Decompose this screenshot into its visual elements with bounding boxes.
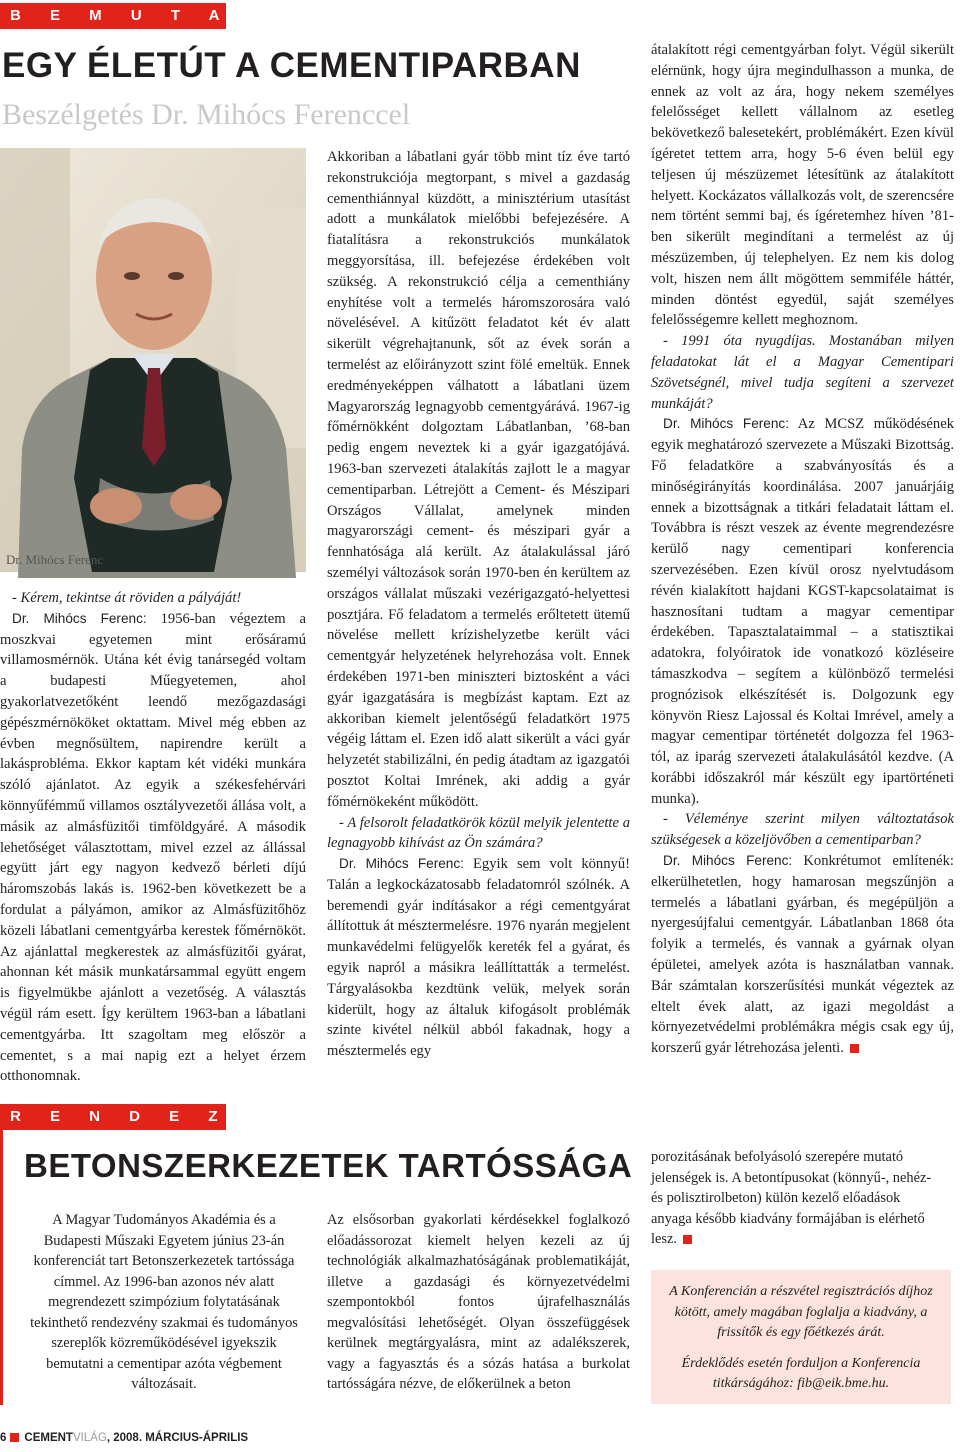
info-box-registration: A Konferencián a részvétel regisztrációs díjhoz kötött, amely magában foglalja a kiadvány, a frissítők és egy főétkezés árát.: [669, 1284, 933, 1340]
interview-question: - 1991 óta nyugdíjas. Mostanában milyen feladatokat lát el a Magyar Cementipari Szövetségnél, mivel tudja segíteni a szervezet munkáját?: [651, 333, 954, 412]
portrait-illustration: [0, 148, 306, 572]
event-column-1: A Magyar Tudományos Akadémia és a Budapesti Műszaki Egyetem június 23-án konferenciát tart Betonszerkezetek tartóssága címmel. Az 1996-ban azonos név alatt megrendezett szimpózium folytatásának tekinthető rendezvény szakmai és tudományos szereplők közreműködésével igyekszik bemutatni a cementipar azóta végbement változásait.: [30, 1212, 298, 1392]
info-box-contact: Érdeklődés esetén forduljon a Konferencia titkárságához: fib@eik.bme.hu.: [681, 1355, 921, 1391]
portrait-photo: [0, 148, 306, 572]
page-number: 6: [0, 1432, 7, 1444]
article-column-1: [0, 588, 306, 1087]
event-column-3-text: porozitásának befolyásoló szerepére mutató jelenségek is. A betontípusokat (könnyű-, nehéz- és polisztirolbeton) külön kezelő előadások anyaga később kiadvány formájában is elérhető lesz.: [651, 1149, 932, 1247]
end-mark-square: [683, 1235, 692, 1244]
page-footer: [0, 1432, 248, 1444]
section-label-rendezvenyek: R E N D E Z V É N Y E K: [0, 1104, 226, 1130]
brand-cement: CEMENT: [24, 1432, 73, 1444]
photo-caption: Dr. Mihócs Ferenc: [6, 552, 104, 567]
end-mark-square: [850, 1044, 859, 1053]
interview-answer: Dr. Mihócs Ferenc: 1956-ban végeztem a moszkvai egyetemen mint erősáramú villamosmérnök. Utána két évig tanársegéd voltam a budapesti Műegyetemen, ahol gyakorlatvezetőként leendő mezőgazdasági gépészmérnököket oktattam. Mivel még ebben az évben megnősültem, napirendre került a lakásprobléma. Ekkor kaptam két vidéki munkára szóló ajánlatot. Az egyik a székesfehérvári könnyűfémmű villamos osztályvezetői állása volt, a másik az almásfüzitői timföldgyáré. A második lehetőséget választottam, mivel ezzel az állással együtt járt egy nagyon kedvező bérleti díjú háromszobás lakás is. 1962-ben következett be a fordulat a pályámon, amikor az Almásfüzitőhöz közeli lábatlani cementgyárba kerestek főmérnököt. Az ajánlattal megkerestek az almásfüzitői gyárat, ahonnan két másik munkatársammal együtt engem is figyelmükbe ajánlott a vezetőség. A választás végül rám esett. Így kerültem 1963-ban a lábatlani cementgyárba. Itt szagoltam meg először a cementet, s a mai napig ezt a helyet érzem otthonomnak.: [0, 610, 306, 1085]
issue-date: , 2008. MÁRCIUS-ÁPRILIS: [106, 1432, 249, 1444]
article-subtitle: Beszélgetés Dr. Mihócs Ferenccel: [2, 98, 411, 131]
event-title: BETONSZERKEZETEK TARTÓSSÁGA: [24, 1147, 633, 1184]
interview-question: - A felsorolt feladatkörök közül melyik jelentette a legnagyobb kihívást az Ön számára?: [327, 814, 630, 852]
speaker-label: Dr. Mihócs Ferenc:: [12, 610, 147, 626]
event-column-3: [651, 1147, 939, 1250]
article-title: EGY ÉLETÚT A CEMENTIPARBAN: [2, 46, 581, 85]
speaker-label: Dr. Mihócs Ferenc:: [663, 853, 793, 869]
interview-answer: Dr. Mihócs Ferenc: Az MCSZ működésének egyik meghatározó szervezete a Műszaki Bizottság. Fő feladatköre a szabványosítás és a minőségirányítás koordinálása. 2007 januárjáig ennek a bizottságnak a titkári feladatait láttam el. Továbbra is részt veszek az évente megrendezésre kerülő nagy cementipari konferencia szervezésében. Ezen kívül orosz nyelvtudásom révén kialakított hajdani KGST-kapcsolataimat is hasznosítani tudtam a magyar cementipar érdekében. Tapasztalataimmal – a statisztikai adatokra, folyóiratok ide vonatkozó közléseire támaszkodva – segítem a különböző termelési prognózisok elkészítését is. Dolgozunk egy könyvön Riesz Lajossal és Koltai Imrével, amely a magyar cementipar történetét dolgozza fel 1963-tól, az iparág szervezeti átalakulásától kezdve. (A korábbi időszakról már készült egy ipartörténeti munka).: [651, 416, 954, 807]
footer-square-icon: [10, 1433, 19, 1442]
interview-question: - Véleménye szerint milyen változtatások szükségesek a közeljövőben a cementiparban?: [651, 811, 954, 849]
interview-answer: Dr. Mihócs Ferenc: Egyik sem volt könnyű! Talán a legkockázatosabb feladatomról szólnék. A beremendi gyár indításakor a régi cementgyárat állítottuk át mésztermelésre. 1976 nyarán megjelent munkavédelmi felügyelők kereték fel a gyárat, és egyik napról a másikra leállíttatták a termelést. Tárgyalásokba kezdtünk velük, melyek során kiderült, hogy az általuk kifogásolt problémák szinte kivétel nélkül abból fakadnak, hogy a mésztermelés egy: [327, 856, 630, 1060]
speaker-label: Dr. Mihócs Ferenc:: [663, 416, 789, 432]
event-column-2: Az elsősorban gyakorlati kérdésekkel foglalkozó előadássorozat kiemelt helyen kezeli az új technológiák alkalmazhatóságának problematikáját, illetve a gazdasági és környezetvédelmi szempontokból fontos újrafelhasználás megvalósítási lehetőségét. Olyan összefüggések kerülnek megtárgyalásra, mint az adalékszerek, vagy a fagyasztás és a sózás hatása a burkolat tartósságára nézve, de előkerülnek a beton: [327, 1212, 630, 1392]
speaker-label: Dr. Mihócs Ferenc:: [339, 856, 464, 872]
section-label-bemutatjuk: B E M U T A T J U K: [0, 3, 226, 29]
info-box-text: [660, 1282, 942, 1395]
interview-answer: Dr. Mihócs Ferenc: Konkrétumot említenék: elkerülhetetlen, hogy hamarosan megszűnjön a termelés a lábatlani gyárban, és megépüljön a nyergesújfalui cementgyár. Lábatlanban 1868 óta folyik a termelés, és vannak a gyárnak olyan épületei, amelyek azóta is használatban vannak. Bár számtalan korszerűsítési munkát végeztek az eltelt évek alatt, az igazi megoldást a környezetvédelmi problémákra mégis csak egy új, korszerű gyár létrehozása jelenti.: [651, 853, 954, 1057]
body-paragraph: átalakított régi cementgyárban folyt. Végül sikerült elérnünk, hogy újra megindulhasson a munka, de ennek az volt az ára, hogy nekem személyes felelősséget kellett vállalnom az esetleg bekövetkező balesetekért, problémákért. Ezen kívül ígéretet tettem arra, hogy 5-6 éven belül egy teljesen új mészüzemet létesítünk az átalakított helyett. Kockázatos vállalkozás volt, de szerencsére nem történt semmi baj, és ígéretemhez híven ’81-ben sikerült megindítani a termelést az új mészüzemben, új telephelyen. Ez nem kis dolog volt, hiszen nem állt mögöttem semmiféle háttér, minden döntést egyedül, saját személyes felelősségemre kellett meghoznom.: [651, 42, 954, 329]
body-paragraph: Akkoriban a lábatlani gyár több mint tíz éve tartó rekonstrukciója megtorpant, s mivel a gazdaság cementhiánnyal küzdött, a minisztérium utasítást adott a munkálatok mielőbbi befejezésére. A fiatalításra a rekonstrukciós munkálatok meggyorsítása, ill. befejezése érdekében volt szükség. A rekonstrukció célja a cementhiány enyhítése volt a termelés háromszorosára való növelésével. A kitűzött feladatot két év alatt sikerült végrehajtanunk, sőt az évek során a termelést az előirányzott szint fölé emeltük. Ennek eredményeképpen válhatott a lábatlani üzem Magyarország legnagyobb cementgyárává. 1967-ig főmérnökként dolgoztam Lábatlanban, ’68-ban pedig engem neveztek ki a gyár igazgatójává. 1963-ban szervezeti átalakítás zajlott le a magyar cementiparban. Létrejött a Cement- és Mészipari Országos Vállalat, amelynek minden magyarországi cement- és mészipari gyár a fennhatósága alá került. Az átalakulással járó személyi változások során 1970-ben én kerültem az országos vállalat műszaki vezérigazgató-helyettesi posztjára. Fő feladatom a termelés erőltetett ütemű növelése mellett krízishelyzetbe került váci cementgyár helyzetének helyrehozása volt. Ennek érdekében 1971-ben miniszteri biztosként a váci gyár igazgatására is megbízást kaptam. Ezt az akkoriban kiemelt jelentőségű feladatkört 1975 végéig láttam el. Ezen idő alatt sikerült a váci gyár helyzetét stabilizálni, én pedig átadtam az igazgatói posztot Koltai Imrének, aki addig a gyár főmérnökeként működött.: [327, 149, 630, 810]
interview-question: - Kérem, tekintse át röviden a pályáját!: [12, 590, 242, 606]
article-column-2: [327, 147, 630, 1062]
brand-vilag: VILÁG: [72, 1432, 107, 1444]
section-side-rule: [0, 1129, 3, 1405]
article-column-3: [651, 40, 954, 1059]
